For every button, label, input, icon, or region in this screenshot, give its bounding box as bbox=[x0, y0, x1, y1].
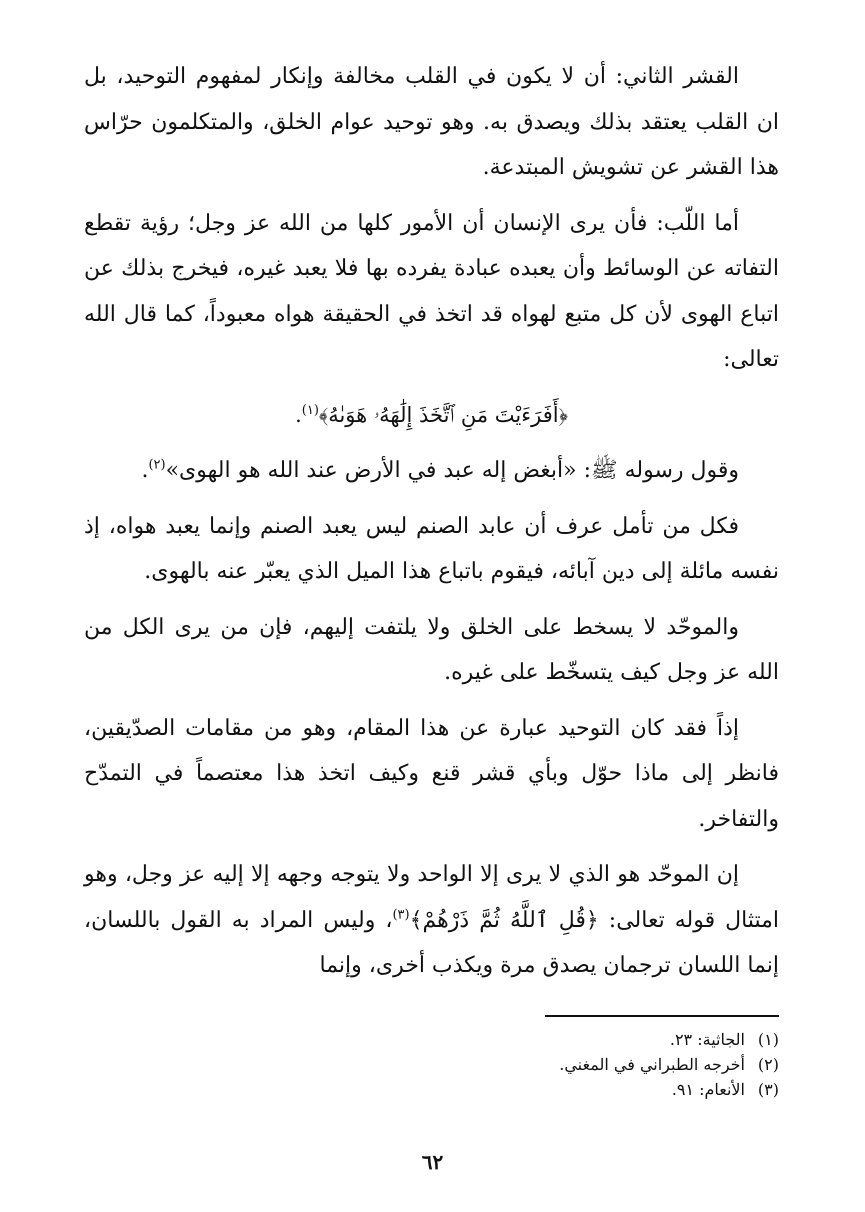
hadith-text: وقول رسوله ﷺ: «أبغض إله عبد في الأرض عند الله هو الهوى» bbox=[165, 458, 739, 483]
footnote-number: (١) bbox=[757, 1030, 779, 1049]
footnotes-list bbox=[84, 1027, 779, 1102]
main-text bbox=[84, 54, 779, 999]
page-number: ٦٢ bbox=[421, 1150, 444, 1174]
paragraph-last bbox=[84, 852, 779, 989]
paragraph-monotheist: والموحّد لا يسخط على الخلق ولا يلتفت إليهم، فإن من يرى الكل من الله عز وجل كيف يتسخّط على غيره. bbox=[84, 614, 779, 685]
footnote-number: (٢) bbox=[757, 1055, 779, 1074]
footnote-ref-3: (٣) bbox=[392, 907, 410, 923]
paragraph-last-before: إن الموحّد هو الذي لا يرى إلا الواحد ولا يتوجه وجهه إلا إليه عز وجل، وهو امتثال قوله تعالى: bbox=[84, 862, 779, 933]
paragraph-idol-worshipper: فكل من تأمل عرف أن عابد الصنم ليس يعبد الصنم وإنما يعبد هواه، إذ نفسه مائلة إلى دين آبائه، فيقوم باتباع هذا الميل الذي يعبّر عنه بالهوى. bbox=[84, 513, 779, 584]
footnote-number: (٣) bbox=[757, 1080, 779, 1099]
footnote-item bbox=[84, 1027, 779, 1052]
footnote-item bbox=[84, 1052, 779, 1077]
footnote-text: أخرجه الطبراني في المغني. bbox=[559, 1055, 745, 1074]
footnote-text: الجاثية: ٢٣. bbox=[669, 1030, 745, 1049]
quran-verse-1-text: ﴿أَفَرَءَيْتَ مَنِ ٱتَّخَذَ إِلَٰهَهُۥ هَوَىٰهُ﴾ bbox=[318, 402, 568, 427]
quran-verse-1 bbox=[84, 393, 779, 439]
hadith-end: . bbox=[141, 458, 149, 483]
footnote-divider bbox=[545, 1015, 779, 1017]
paragraph-core: أما اللّب: فأن يرى الإنسان أن الأمور كلها من الله عز وجل؛ رؤية تقطع التفاته عن الوسائط وأن يعبده عبادة يفرده بها فلا يعبد غيره، فيخرج بذلك عن اتباع الهوى لأن كل متبع لهواه قد اتخذ في الحقيقة هواه معبوداً، كما قال الله تعالى: bbox=[84, 210, 779, 372]
paragraph-last-after: ، وليس المراد به القول باللسان، إنما اللسان ترجمان يصدق مرة ويكذب أخرى، وإنما bbox=[84, 907, 779, 978]
footnote-text: الأنعام: ٩١. bbox=[671, 1080, 745, 1099]
footnote-ref-2: (٢) bbox=[148, 457, 166, 473]
quran-verse-2: ﴿قُلِ ٱللَّهُ ثُمَّ ذَرْهُمْ﴾ bbox=[409, 907, 599, 933]
footnote-ref-1: (١) bbox=[301, 402, 319, 418]
hadith-line bbox=[84, 448, 779, 494]
paragraph-outer-shell: القشر الثاني: أن لا يكون في القلب مخالفة وإنكار لمفهوم التوحيد، بل ان القلب يعتقد بذلك ويصدق به. وهو توحيد عوام الخلق، والمتكلمون حرّاس هذا القشر عن تشويش المبتدعة. bbox=[84, 64, 779, 180]
footnote-item bbox=[84, 1077, 779, 1102]
quran-verse-1-end: . bbox=[295, 402, 302, 427]
paragraph-tawhid-station: إذاً فقد كان التوحيد عبارة عن هذا المقام، وهو من مقامات الصدّيقين، فانظر إلى ماذا حوّل وبأي قشر قنع وكيف اتخذ هذا معتصماً في التمدّح والتفاخر. bbox=[84, 715, 779, 832]
